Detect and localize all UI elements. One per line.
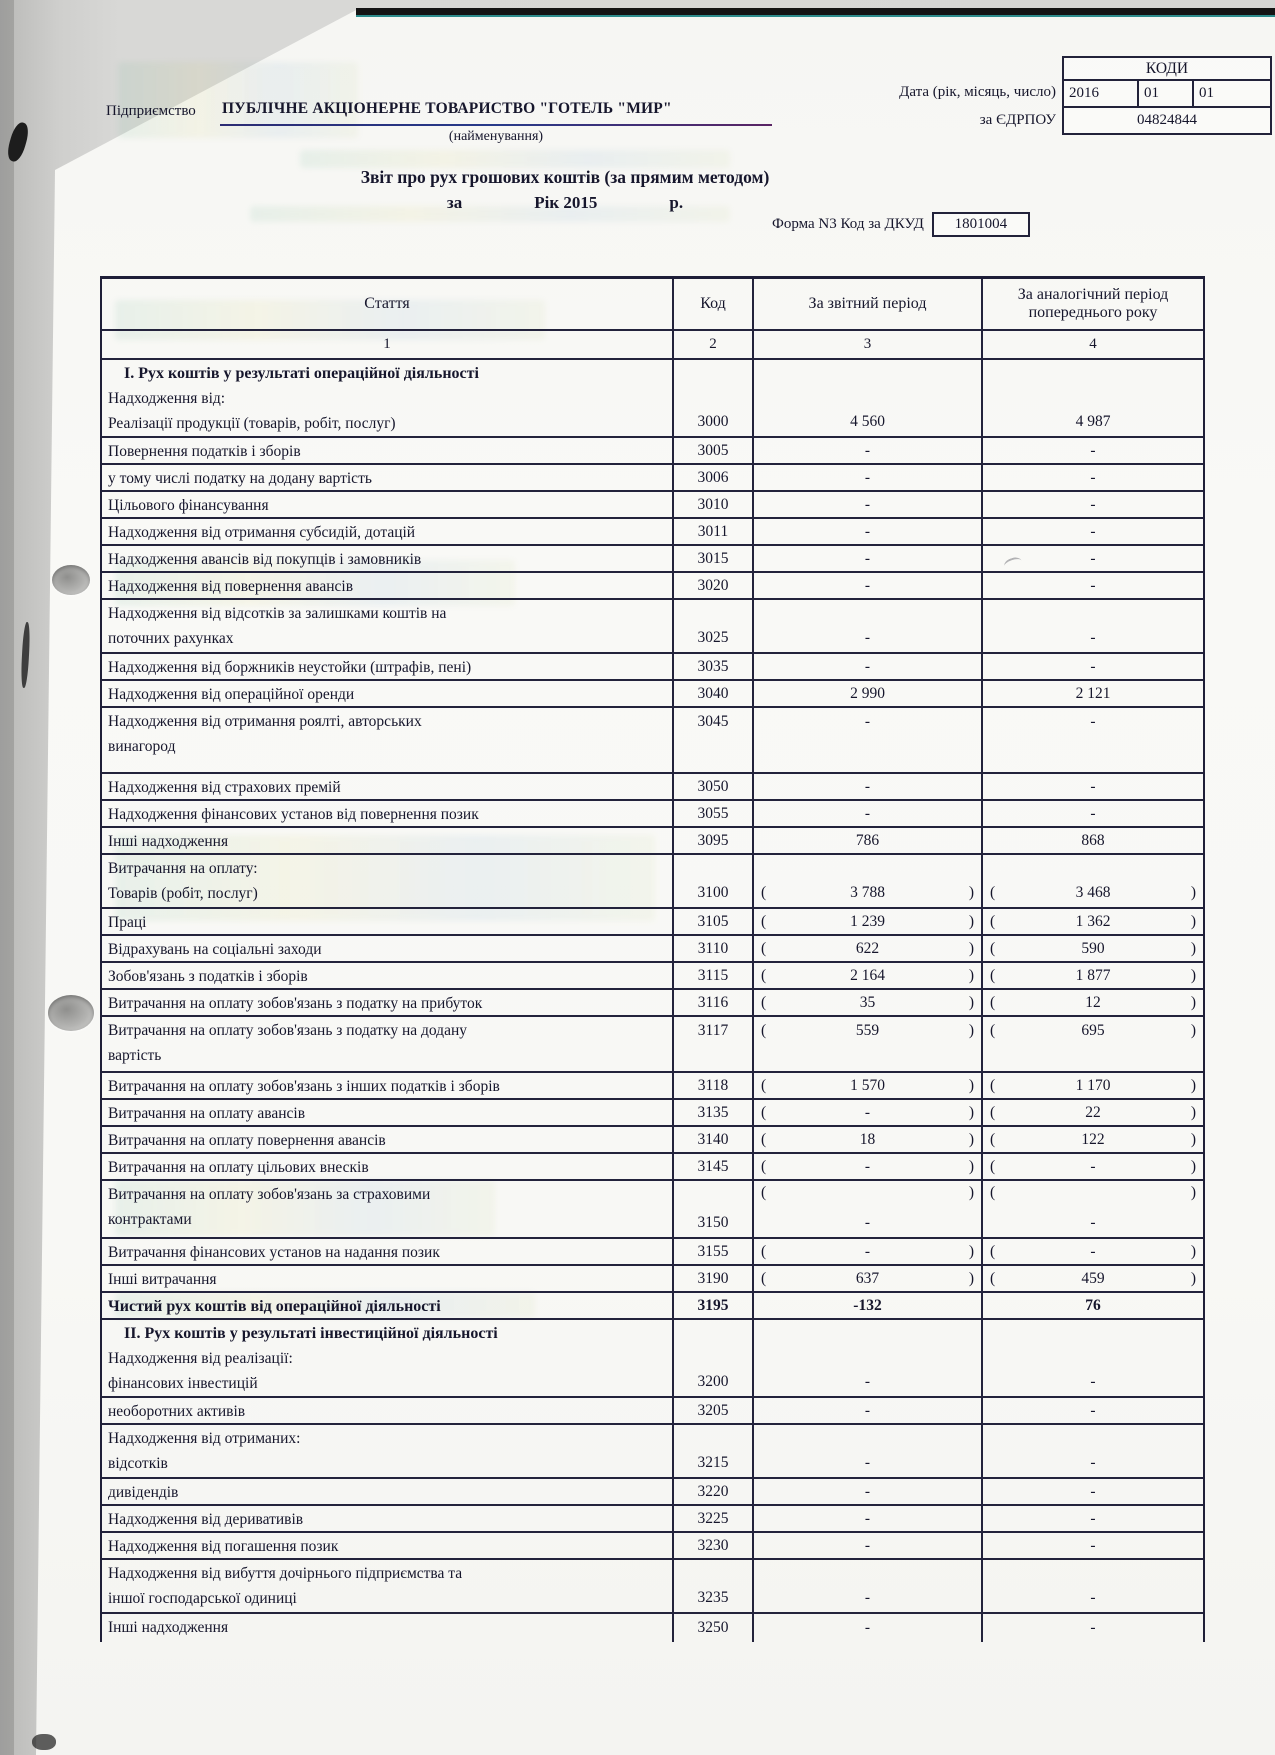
article-cell	[102, 465, 672, 490]
table-row	[102, 463, 1203, 490]
code-cell: 3115	[672, 963, 752, 988]
article-label-line: Надходження від деривативів	[108, 1511, 304, 1528]
code-cell: 3055	[672, 801, 752, 826]
code-cell: 3045	[672, 708, 752, 772]
value-cell: -	[981, 519, 1203, 544]
article-label-line: винагород	[108, 738, 176, 755]
period-suffix: р.	[669, 193, 684, 212]
value-cell: 786	[752, 828, 981, 853]
table-row	[102, 1291, 1203, 1318]
article-label-line: Витрачання на оплату:	[108, 860, 258, 877]
table-row	[102, 1098, 1203, 1125]
scan-bleed-artifact	[300, 150, 730, 168]
value-cell: -	[981, 465, 1203, 490]
code-cell: 3100	[672, 855, 752, 907]
article-label-line: Надходження від операційної оренди	[108, 686, 355, 703]
table-row	[102, 1237, 1203, 1264]
hole-punch	[52, 565, 90, 595]
article-label-line: Витрачання на оплату зобов'язань з інших податків і зборів	[108, 1078, 500, 1095]
article-cell	[102, 1181, 672, 1237]
code-cell: 3035	[672, 654, 752, 679]
value-cell: -	[752, 1614, 981, 1642]
value-cell: ( 590 )	[981, 936, 1203, 961]
value-cell: ( 1 170 )	[981, 1073, 1203, 1098]
table-row	[102, 436, 1203, 463]
table-row	[102, 961, 1203, 988]
table-body	[102, 358, 1203, 1642]
value-cell: ( ) -	[752, 1181, 981, 1237]
value-cell: ( 3 788 )	[752, 855, 981, 907]
value-cell: -	[981, 1533, 1203, 1558]
table-row	[102, 799, 1203, 826]
codes-date-row	[1064, 81, 1270, 108]
article-cell	[102, 1398, 672, 1423]
code-cell: 3040	[672, 681, 752, 706]
code-cell: 3145	[672, 1154, 752, 1179]
article-cell	[102, 909, 672, 934]
date-year-cell: 2016	[1064, 81, 1139, 106]
article-label-line: Повернення податків і зборів	[108, 443, 301, 460]
article-label-line: Витрачання на оплату авансів	[108, 1105, 306, 1122]
value-cell: ( 622 )	[752, 936, 981, 961]
value-cell: -	[981, 708, 1203, 772]
article-label-line: Витрачання на оплату повернення авансів	[108, 1132, 386, 1149]
article-label-line: Надходження фінансових установ від повернення позик	[108, 806, 479, 823]
column-number-row	[102, 329, 1203, 358]
value-cell: -	[752, 492, 981, 517]
article-cell	[102, 654, 672, 679]
date-label: Дата (рік, місяць, число)	[899, 84, 1056, 100]
code-cell: 3095	[672, 828, 752, 853]
value-cell: -	[752, 519, 981, 544]
article-label-line: Надходження від:	[108, 390, 226, 407]
code-cell: 3025	[672, 600, 752, 652]
article-label-line: фінансових інвестицій	[108, 1375, 258, 1392]
article-label-line: вартість	[108, 1047, 162, 1064]
table-row	[102, 1179, 1203, 1237]
article-cell	[102, 681, 672, 706]
scan-edge-stripe	[356, 8, 1275, 17]
scan-mark-artifact	[32, 1734, 56, 1750]
header-col-code: Код	[672, 279, 752, 329]
col-number: 2	[672, 331, 752, 358]
article-cell	[102, 1614, 672, 1642]
article-cell	[102, 492, 672, 517]
article-label-line: Інші витрачання	[108, 1271, 217, 1288]
article-label-line: Витрачання на оплату цільових внесків	[108, 1159, 369, 1176]
table-row	[102, 1071, 1203, 1098]
code-cell: 3105	[672, 909, 752, 934]
value-cell: 2 121	[981, 681, 1203, 706]
code-cell: 3000	[672, 360, 752, 436]
table-row	[102, 706, 1203, 772]
value-cell: ( - )	[752, 1239, 981, 1264]
value-cell: -	[752, 1506, 981, 1531]
value-cell: -	[752, 774, 981, 799]
codes-box	[1062, 56, 1272, 135]
value-cell: ( 637 )	[752, 1266, 981, 1291]
code-cell: 3010	[672, 492, 752, 517]
table-row	[102, 826, 1203, 853]
article-cell	[102, 438, 672, 463]
cash-flow-table	[100, 276, 1205, 1642]
article-cell	[102, 1479, 672, 1504]
value-cell: ( 1 877 )	[981, 963, 1203, 988]
article-cell	[102, 828, 672, 853]
article-label-line: Чистий рух коштів від операційної діяльності	[108, 1298, 441, 1315]
table-row	[102, 517, 1203, 544]
value-cell: ( 12 )	[981, 990, 1203, 1015]
code-cell: 3155	[672, 1239, 752, 1264]
table-row	[102, 988, 1203, 1015]
article-label-line: Надходження від отримання роялті, авторських	[108, 713, 422, 730]
value-cell: -	[981, 492, 1203, 517]
company-name-note: (найменування)	[448, 129, 544, 144]
value-cell: ( - )	[752, 1154, 981, 1179]
table-row	[102, 1612, 1203, 1642]
header-col-previous: За аналогічний період попереднього року	[981, 279, 1203, 329]
value-cell: -	[752, 1479, 981, 1504]
article-label-line: Надходження від отримання субсидій, дотацій	[108, 524, 416, 541]
table-row	[102, 490, 1203, 517]
code-cell: 3005	[672, 438, 752, 463]
table-row	[102, 1015, 1203, 1071]
value-cell: ( 22 )	[981, 1100, 1203, 1125]
article-cell	[102, 546, 672, 571]
table-row	[102, 1152, 1203, 1179]
article-label-line: Витрачання на оплату зобов'язань з податку на додану	[108, 1022, 467, 1039]
article-label-line: Товарів (робіт, послуг)	[108, 885, 258, 902]
edrpou-label: за ЄДРПОУ	[979, 112, 1056, 128]
value-cell: -	[981, 438, 1203, 463]
value-cell: -	[981, 600, 1203, 652]
article-cell	[102, 855, 672, 907]
article-label-line: Надходження від страхових премій	[108, 779, 341, 796]
code-cell: 3150	[672, 1181, 752, 1237]
header-col-article: Стаття	[364, 295, 410, 312]
article-label-line: Зобов'язань з податків і зборів	[108, 968, 308, 985]
table-row	[102, 544, 1203, 571]
value-cell: -	[752, 708, 981, 772]
article-label-line: відсотків	[108, 1455, 168, 1472]
article-label-line: Праці	[108, 914, 147, 931]
code-cell: 3110	[672, 936, 752, 961]
code-cell: 3116	[672, 990, 752, 1015]
article-cell	[102, 600, 672, 652]
value-cell: ( 18 )	[752, 1127, 981, 1152]
code-cell: 3235	[672, 1560, 752, 1612]
value-cell: 76	[981, 1293, 1203, 1318]
article-label-line: у тому числі податку на додану вартість	[108, 470, 372, 487]
value-cell: ( 3 468 )	[981, 855, 1203, 907]
code-cell: 3050	[672, 774, 752, 799]
value-cell: -	[752, 600, 981, 652]
article-cell	[102, 360, 672, 436]
article-cell	[102, 1017, 672, 1071]
code-cell: 3011	[672, 519, 752, 544]
table-row	[102, 652, 1203, 679]
article-label-line: Цільового фінансування	[108, 497, 269, 514]
article-cell	[102, 990, 672, 1015]
col-number: 1	[383, 336, 391, 352]
article-label-line: Витрачання на оплату зобов'язань з податку на прибуток	[108, 995, 483, 1012]
value-cell: ( 1 570 )	[752, 1073, 981, 1098]
value-cell: -	[981, 573, 1203, 598]
header-col-current: За звітний період	[752, 279, 981, 329]
value-cell: -	[981, 546, 1203, 571]
date-day-cell: 01	[1199, 85, 1214, 101]
report-period-line	[100, 193, 1030, 213]
report-title: Звіт про рух грошових коштів (за прямим методом)	[360, 167, 770, 187]
article-label-line: Витрачання фінансових установ на надання позик	[108, 1244, 440, 1261]
table-row	[102, 1504, 1203, 1531]
value-cell: -	[752, 438, 981, 463]
article-cell	[102, 936, 672, 961]
article-label-line: дивідендів	[108, 1484, 179, 1501]
article-cell	[102, 1320, 672, 1396]
article-label-line: Витрачання на оплату зобов'язань за страховими	[108, 1186, 431, 1203]
company-field-label: Підприємство	[106, 103, 196, 119]
article-cell	[102, 1239, 672, 1264]
scan-left-shadow	[0, 0, 14, 1755]
article-cell	[102, 1560, 672, 1612]
article-cell	[102, 1293, 672, 1318]
article-label-line: Надходження від вибуття дочірнього підприємства та	[108, 1565, 463, 1582]
article-cell	[102, 1425, 672, 1477]
value-cell: -	[752, 1398, 981, 1423]
value-cell: ( - )	[752, 1100, 981, 1125]
value-cell: -	[752, 654, 981, 679]
code-cell: 3190	[672, 1266, 752, 1291]
article-cell	[102, 1100, 672, 1125]
value-cell: -	[752, 573, 981, 598]
article-label-line: Надходження від боржників неустойки (штрафів, пені)	[108, 659, 472, 676]
scan-mark-artifact	[20, 622, 30, 688]
value-cell: ( 695 )	[981, 1017, 1203, 1071]
code-cell: 3118	[672, 1073, 752, 1098]
table-row	[102, 1125, 1203, 1152]
article-cell	[102, 1154, 672, 1179]
code-cell: 3006	[672, 465, 752, 490]
value-cell: ( 459 )	[981, 1266, 1203, 1291]
article-cell	[102, 774, 672, 799]
value-cell: 4 560	[752, 360, 981, 436]
value-cell: ( - )	[981, 1154, 1203, 1179]
article-cell	[102, 801, 672, 826]
value-cell: -	[981, 1320, 1203, 1396]
article-cell	[102, 963, 672, 988]
article-cell	[102, 519, 672, 544]
value-cell: ( 559 )	[752, 1017, 981, 1071]
article-label-line: Надходження від отриманих:	[108, 1430, 301, 1447]
form-code-line	[772, 212, 1030, 237]
value-cell: ( 35 )	[752, 990, 981, 1015]
article-label-line: Надходження від повернення авансів	[108, 578, 354, 595]
table-row	[102, 358, 1203, 436]
table-row	[102, 1531, 1203, 1558]
value-cell: -	[981, 1398, 1203, 1423]
code-cell: 3015	[672, 546, 752, 571]
article-cell	[102, 1533, 672, 1558]
article-label-line: Інші надходження	[108, 833, 229, 850]
value-cell: ( 1 362 )	[981, 909, 1203, 934]
code-cell: 3020	[672, 573, 752, 598]
period-prefix: за	[446, 193, 463, 212]
company-name: ПУБЛІЧНЕ АКЦІОНЕРНЕ ТОВАРИСТВО "ГОТЕЛЬ "МИР"	[222, 100, 672, 117]
date-month-cell: 01	[1139, 81, 1194, 106]
article-label-line: I. Рух коштів у результаті операційної діяльності	[124, 365, 479, 382]
company-underline	[220, 124, 772, 126]
table-row	[102, 1423, 1203, 1477]
article-cell	[102, 573, 672, 598]
table-row	[102, 853, 1203, 907]
code-cell: 3220	[672, 1479, 752, 1504]
table-header-row	[102, 279, 1203, 329]
value-cell: -	[752, 1533, 981, 1558]
table-row	[102, 598, 1203, 652]
value-cell: -	[752, 1425, 981, 1477]
form-code-box: 1801004	[932, 212, 1030, 237]
col-number: 4	[981, 331, 1203, 358]
code-cell: 3135	[672, 1100, 752, 1125]
value-cell: -	[752, 1320, 981, 1396]
value-cell: ( - )	[981, 1239, 1203, 1264]
hole-punch	[48, 995, 94, 1031]
value-cell: -	[981, 1425, 1203, 1477]
value-cell: -132	[752, 1293, 981, 1318]
table-row	[102, 571, 1203, 598]
value-cell: ( 122 )	[981, 1127, 1203, 1152]
code-cell: 3200	[672, 1320, 752, 1396]
edrpou-value-cell: 04824844	[1137, 112, 1197, 128]
value-cell: -	[981, 654, 1203, 679]
code-cell: 3140	[672, 1127, 752, 1152]
table-row	[102, 679, 1203, 706]
code-cell: 3230	[672, 1533, 752, 1558]
article-label-line: поточних рахунках	[108, 630, 234, 647]
value-cell: -	[752, 465, 981, 490]
value-cell: -	[981, 1560, 1203, 1612]
table-row	[102, 1318, 1203, 1396]
code-cell: 3215	[672, 1425, 752, 1477]
value-cell: -	[981, 801, 1203, 826]
article-cell	[102, 1506, 672, 1531]
value-cell: -	[981, 1479, 1203, 1504]
article-label-line: Надходження від відсотків за залишками коштів на	[108, 605, 447, 622]
article-cell	[102, 1266, 672, 1291]
value-cell: -	[752, 546, 981, 571]
article-label-line: Інші надходження	[108, 1619, 229, 1636]
table-row	[102, 772, 1203, 799]
article-label-line: іншої господарської одиниці	[108, 1590, 297, 1607]
codes-box-title: КОДИ	[1064, 58, 1270, 81]
value-cell: -	[981, 774, 1203, 799]
code-cell: 3205	[672, 1398, 752, 1423]
table-row	[102, 1396, 1203, 1423]
code-cell: 3117	[672, 1017, 752, 1071]
table-row	[102, 907, 1203, 934]
article-label-line: II. Рух коштів у результаті інвестиційної діяльності	[124, 1325, 498, 1342]
value-cell: -	[752, 1560, 981, 1612]
form-label: Форма N3 Код за ДКУД	[772, 216, 924, 232]
article-cell	[102, 708, 672, 772]
col-number: 3	[752, 331, 981, 358]
value-cell: 4 987	[981, 360, 1203, 436]
table-row	[102, 934, 1203, 961]
article-label-line: Відрахувань на соціальні заходи	[108, 941, 322, 958]
value-cell: 868	[981, 828, 1203, 853]
article-label-line: Надходження від погашення позик	[108, 1538, 339, 1555]
value-cell: ( ) -	[981, 1181, 1203, 1237]
article-label-line: Надходження авансів від покупців і замовників	[108, 551, 422, 568]
code-cell: 3225	[672, 1506, 752, 1531]
article-label-line: контрактами	[108, 1211, 192, 1228]
value-cell: 2 990	[752, 681, 981, 706]
period-value: Рік 2015	[534, 193, 598, 212]
value-cell: -	[752, 801, 981, 826]
value-cell: ( 1 239 )	[752, 909, 981, 934]
code-cell: 3250	[672, 1614, 752, 1642]
code-cell: 3195	[672, 1293, 752, 1318]
article-label-line: Надходження від реалізації:	[108, 1350, 293, 1367]
table-row	[102, 1558, 1203, 1612]
article-cell	[102, 1073, 672, 1098]
table-row	[102, 1264, 1203, 1291]
value-cell: -	[981, 1614, 1203, 1642]
article-label-line: необоротних активів	[108, 1403, 246, 1420]
article-cell	[102, 1127, 672, 1152]
table-row	[102, 1477, 1203, 1504]
value-cell: ( 2 164 )	[752, 963, 981, 988]
value-cell: -	[981, 1506, 1203, 1531]
article-label-line: Реалізації продукції (товарів, робіт, послуг)	[108, 415, 396, 432]
